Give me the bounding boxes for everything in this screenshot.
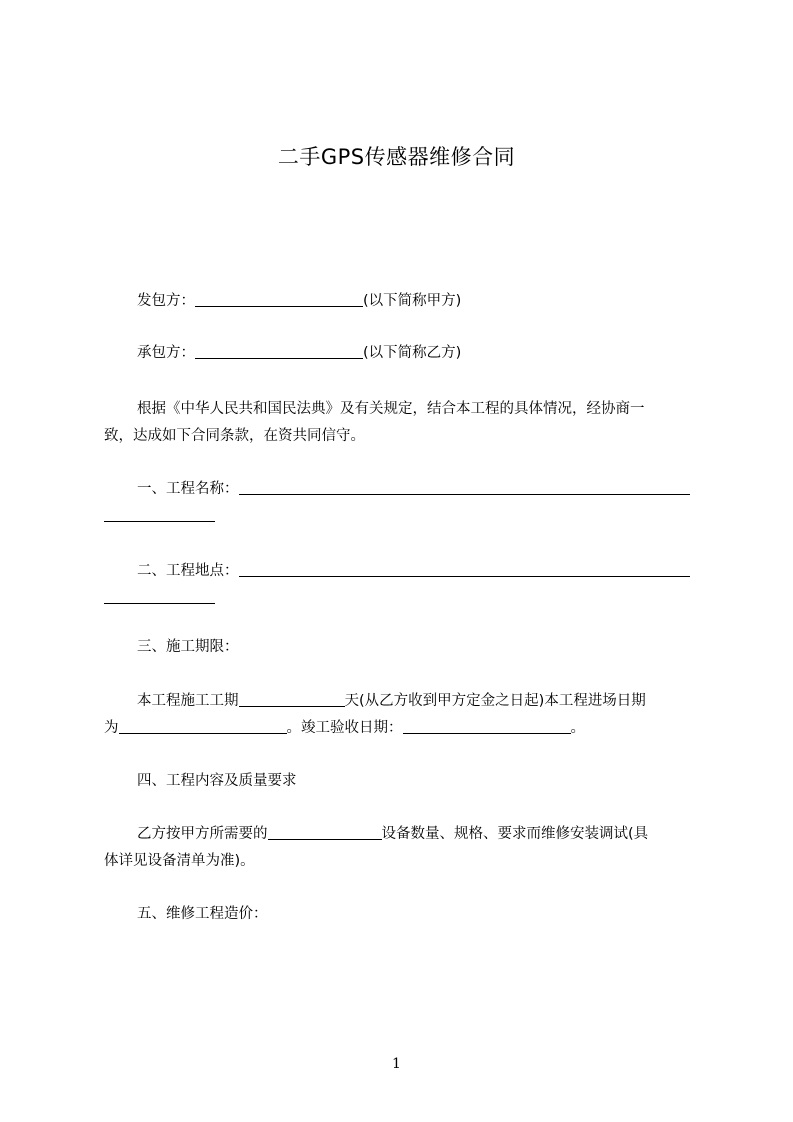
content-line-2: 体详见设备清单为准)。: [104, 853, 255, 869]
section1-blank-continued: [104, 507, 215, 522]
section2-blank-continued: [104, 589, 215, 604]
content-line-1: [104, 824, 737, 844]
party-b-line: [104, 343, 737, 363]
period-line-2: [104, 718, 704, 738]
section3-heading: 三、施工期限：: [137, 639, 239, 655]
content-text-1: 乙方按甲方所需要的: [137, 826, 268, 842]
entry-date-blank: [119, 719, 287, 734]
preamble-line-2: 致，达成如下合同条款，在资共同信守。: [104, 428, 365, 444]
section5-heading: 五、维修工程造价：: [137, 906, 268, 922]
section2-line-2: [104, 588, 704, 608]
content-blank: [268, 825, 382, 840]
party-a-line: [104, 291, 737, 311]
period-days-blank: [239, 692, 345, 707]
section1-blank: [239, 480, 690, 495]
section2-line: [104, 561, 737, 581]
party-b-suffix: (以下简称乙方): [363, 345, 462, 361]
acceptance-date-blank: [403, 719, 571, 734]
section1-line-2: [104, 506, 704, 526]
party-b-blank: [195, 344, 363, 359]
party-a-suffix: (以下简称甲方): [363, 293, 462, 309]
preamble-line-1: 根据《中华人民共和国民法典》及有关规定，结合本工程的具体情况，经协商一: [137, 401, 645, 417]
period-text-5: 。: [570, 720, 585, 736]
section1-label: 一、工程名称：: [137, 481, 239, 497]
period-line-1: [104, 691, 737, 711]
section4-heading: 四、工程内容及质量要求: [137, 773, 297, 789]
section1-line: [104, 479, 737, 499]
party-b-label: 承包方：: [137, 345, 195, 361]
content-text-2: 设备数量、规格、要求而维修安装调试(具: [381, 826, 649, 842]
section2-label: 二、工程地点：: [137, 563, 239, 579]
period-text-4: 。竣工验收日期：: [286, 720, 403, 736]
page-number: 1: [392, 1056, 401, 1072]
period-text-3: 为: [104, 720, 119, 736]
period-text-2: 天(从乙方收到甲方定金之日起)本工程进场日期: [344, 693, 646, 709]
party-a-blank: [195, 292, 363, 307]
period-text-1: 本工程施工工期: [137, 693, 239, 709]
party-a-label: 发包方：: [137, 293, 195, 309]
document-title: 二手GPS传感器维修合同: [277, 145, 516, 169]
section2-blank: [239, 562, 690, 577]
